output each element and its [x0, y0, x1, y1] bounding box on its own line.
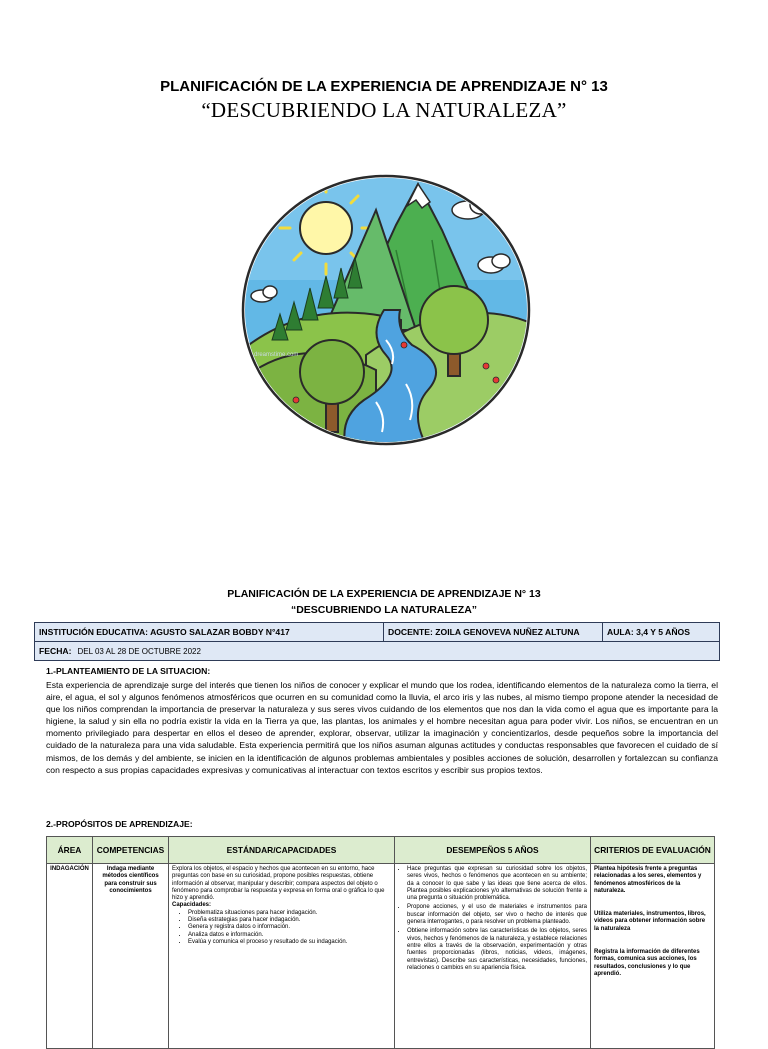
page-subtitle: “DESCUBRIENDO LA NATURALEZA” [201, 98, 567, 122]
watermark-text: dreamstime.com [254, 352, 299, 358]
list-item: • Propone acciones, y el uso de materiales e instrumentos para buscar información del objeto, ser vivo o hecho de interés que genera interrogantes, o para resolver un problema planteado. [407, 904, 587, 926]
institucion-cell: INSTITUCIÓN EDUCATIVA: AGUSTO SALAZAR BOBDY N°417 [35, 623, 384, 642]
criterio-item: Plantea hipótesis frente a preguntas relacionadas a los seres, elementos y fenómenos atmosféricos de la naturaleza. [594, 866, 702, 894]
criterios-cell [591, 864, 715, 1049]
list-item: • Diseña estrategias para hacer indagación. [188, 917, 391, 924]
list-item: • Evalúa y comunica el proceso y resultado de su indagación. [188, 939, 391, 946]
table-row [47, 864, 715, 1049]
area-cell: INDAGACIÓN [47, 864, 93, 1049]
col-header-estandar: ESTÁNDAR/CAPACIDADES [169, 837, 395, 864]
competencia-cell: Indaga mediante métodos científicos para construir sus conocimientos [93, 864, 169, 1049]
fecha-label: FECHA: [39, 646, 72, 656]
nature-illustration [236, 170, 536, 455]
page-title: PLANIFICACIÓN DE LA EXPERIENCIA DE APRENDIZAJE N° 13 [160, 78, 608, 95]
section1-paragraph: Esta experiencia de aprendizaje surge del interés que tienen los niños de conocer y explicar el mundo que los rodea, identificando elementos de la naturaleza como la tierra, el aire, el agua, el sol y algunos fenómenos atmosféricos que ocurren en su comunidad como la lluvia, el arco iris y las nubes, al mismo tiempo propone atender la necesidad de que los niños comprendan la importancia de preservar la naturaleza y sus seres vivos cuidando de los elementos que nos dan la vida como el agua que es importante para la higiene, la salud y sin ella no podría existir la vida en la Tierra ya que, las plantas, los animales y el hombre necesitan agua para poder vivir. Los niños, se encuentran en un momento privilegiado para despertar en ellos el deseo de aprender, explorar, observar, utilizar la imaginación y concientizarlos, desde pequeños sobre la importancia del cuidado de la naturaleza para una vida saludable. Esta experiencia permitirá que los niños asuman algunas actitudes y conductas responsables que favorecen el cuidado de sí mismos, de los demás y del ambiente, se inicien en la identificación de algunos problemas ambientales y posibles acciones de solución, desarrollen y fortalezcan su confianza con respecto a sus propias capacidades expresivas y comunicativas al interactuar con textos escritos y escribir sus propios textos. [46, 680, 718, 775]
col-header-area: ÁREA [47, 837, 93, 864]
list-item: • Genera y registra datos o información. [188, 924, 391, 931]
table-header-row [47, 837, 715, 864]
estandar-text: Explora los objetos, el espacio y hechos que acontecen en su entorno, hace preguntas con base en su curiosidad, propone posibles respuestas, obtiene información al observar, manipular y describir; compara aspectos del objeto o fenómeno para comprobar la respuesta y expresa en forma oral o gráfica lo que hizo y aprendió. [172, 866, 385, 902]
info-table [34, 622, 720, 661]
criterio-item: Registra la información de diferentes formas, comunica sus acciones, los resultados, conclusiones y lo que aprendió. [594, 949, 700, 977]
inner-subtitle: “DESCUBRIENDO LA NATURALEZA” [290, 604, 478, 616]
inner-title: PLANIFICACIÓN DE LA EXPERIENCIA DE APRENDIZAJE N° 13 [227, 588, 541, 600]
col-header-competencias: COMPETENCIAS [93, 837, 169, 864]
fecha-value: DEL 03 AL 28 DE OCTUBRE 2022 [77, 647, 201, 656]
fecha-cell [35, 642, 720, 661]
section1-heading: 1.-PLANTEAMIENTO DE LA SITUACION: [46, 666, 211, 676]
capacidades-label: Capacidades: [172, 902, 212, 909]
col-header-desempenos: DESEMPEÑOS 5 AÑOS [395, 837, 591, 864]
list-item: • Hace preguntas que expresan su curiosidad sobre los objetos, seres vivos, hechos o fenómenos que acontecen en su ambiente; da a conocer lo que sabe y las ideas que tiene acerca de ellos. Plantea posibles explicaciones y/o alternativas de solución frente a una pregunta o situación problemática. [407, 866, 587, 902]
section2-heading: 2.-PROPÓSITOS DE APRENDIZAJE: [46, 819, 193, 829]
desempenos-cell [395, 864, 591, 1049]
docente-cell: DOCENTE: ZOILA GENOVEVA NUÑEZ ALTUNA [384, 623, 603, 642]
desempenos-list [398, 866, 587, 972]
estandar-cell [169, 864, 395, 1049]
criterio-item: Utiliza materiales, instrumentos, libros, videos para obtener información sobre la naturaleza [594, 911, 706, 932]
capacidades-list [172, 910, 391, 946]
list-item: • Obtiene información sobre las características de los objetos, seres vivos, hechos y fenómenos de la naturaleza, y establece relaciones entre ellos a través de la observación, experimentación y otras fuentes proporcionadas (libros, noticias, videos, imágenes, entrevistas). Describe sus características, necesidades, funciones, relaciones o cambios en su apariencia física. [407, 928, 587, 972]
list-item: • Analiza datos e información. [188, 932, 391, 939]
propositos-table [46, 836, 715, 1049]
col-header-criterios: CRITERIOS DE EVALUACIÓN [591, 837, 715, 864]
aula-cell: AULA: 3,4 Y 5 AÑOS [603, 623, 720, 642]
list-item: • Problematiza situaciones para hacer indagación. [188, 910, 391, 917]
